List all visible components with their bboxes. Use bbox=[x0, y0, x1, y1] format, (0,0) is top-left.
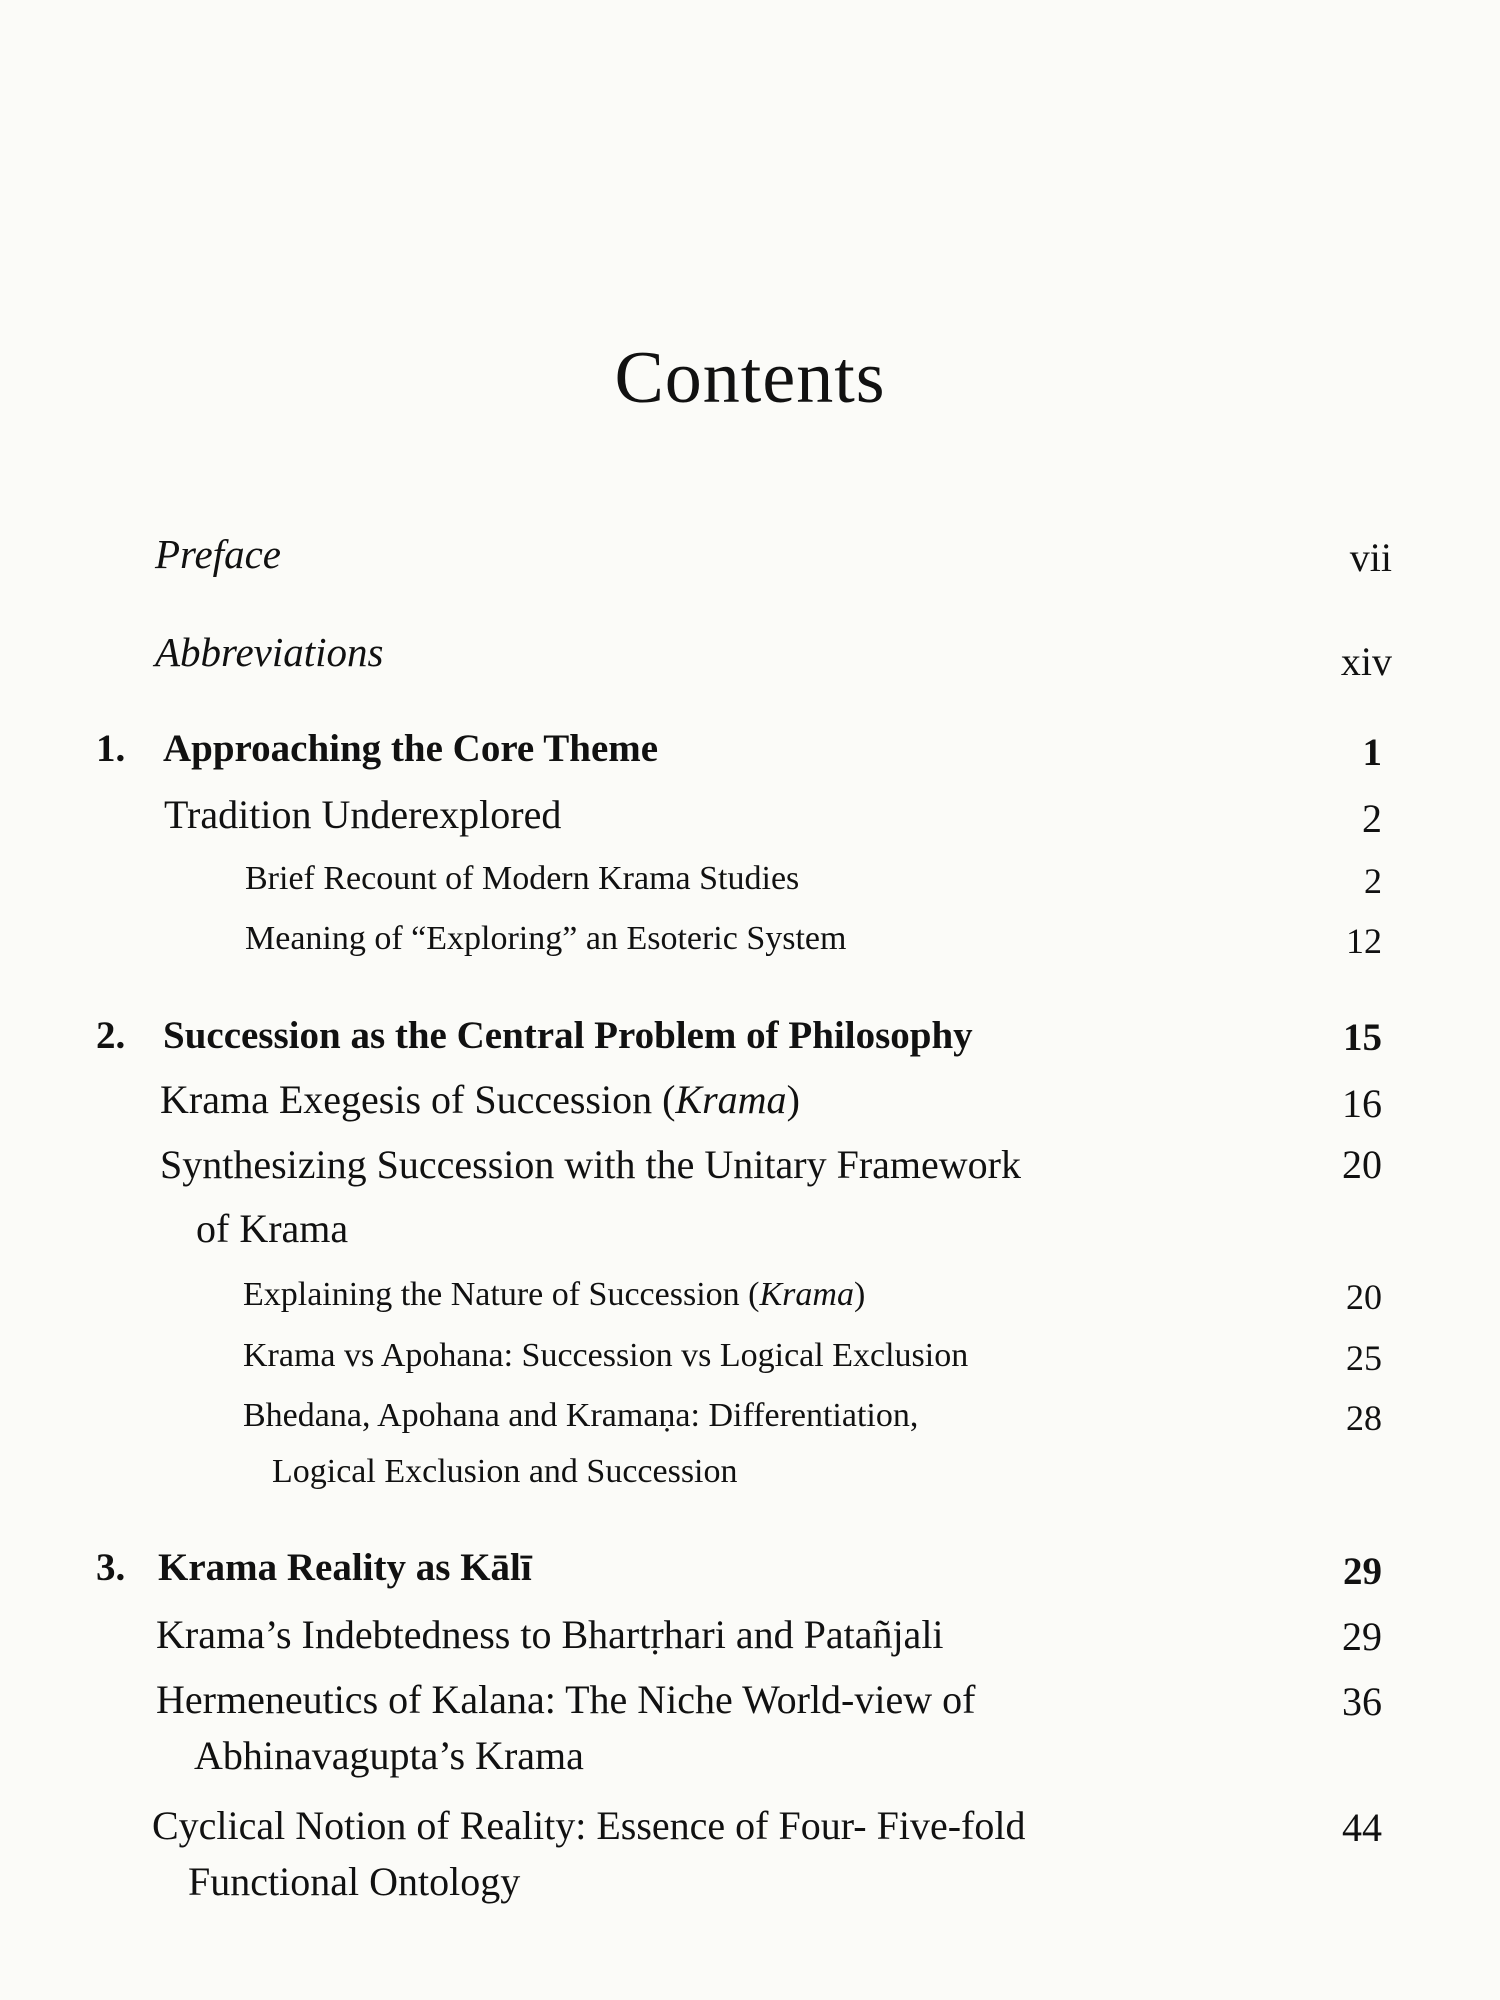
section-title-continued: Abhinavagupta’s Krama bbox=[194, 1733, 584, 1778]
section-title-continued: Functional Ontology bbox=[188, 1859, 521, 1904]
section-title-continued: of Krama bbox=[196, 1206, 349, 1251]
toc-page-number: xiv bbox=[1340, 639, 1392, 684]
toc-page-number: 36 bbox=[1342, 1679, 1382, 1724]
toc-page-number: 28 bbox=[1346, 1398, 1382, 1438]
toc-page-number: vii bbox=[1349, 535, 1392, 580]
toc-page-number: 1 bbox=[1362, 731, 1382, 774]
chapter-number: 2. bbox=[96, 1014, 126, 1057]
toc-page-number: 25 bbox=[1346, 1338, 1382, 1378]
toc-label: Abbreviations bbox=[155, 629, 384, 675]
section-title: Cyclical Notion of Reality: Essence of Four- Five-fold bbox=[152, 1803, 1026, 1848]
chapter-number: 3. bbox=[96, 1546, 126, 1589]
subsection-title: Explaining the Nature of Succession (Krama) bbox=[243, 1276, 866, 1313]
chapter-title: Krama Reality as Kālī bbox=[158, 1546, 532, 1589]
toc-page-number: 12 bbox=[1346, 921, 1382, 961]
toc-page-number: 2 bbox=[1364, 861, 1382, 901]
toc-page-number: 15 bbox=[1343, 1016, 1382, 1059]
chapter-title: Succession as the Central Problem of Philosophy bbox=[163, 1014, 973, 1057]
page-title: Contents bbox=[614, 337, 886, 419]
section-title: Krama’s Indebtedness to Bhartṛhari and Patañjali bbox=[156, 1612, 944, 1657]
subsection-title: Brief Recount of Modern Krama Studies bbox=[245, 860, 800, 897]
toc-page-number: 20 bbox=[1346, 1277, 1382, 1317]
subsection-title: Bhedana, Apohana and Kramaṇa: Differentiation, bbox=[243, 1397, 919, 1434]
toc-page-number: 29 bbox=[1343, 1550, 1382, 1593]
subsection-title-continued: Logical Exclusion and Succession bbox=[272, 1453, 738, 1490]
chapter-number: 1. bbox=[96, 727, 126, 770]
subsection-title: Meaning of “Exploring” an Esoteric System bbox=[245, 920, 847, 957]
toc-page-number: 16 bbox=[1342, 1081, 1382, 1126]
section-title: Krama Exegesis of Succession (Krama) bbox=[160, 1077, 800, 1122]
subsection-title: Krama vs Apohana: Succession vs Logical Exclusion bbox=[243, 1337, 969, 1374]
toc-page-number: 2 bbox=[1362, 796, 1382, 841]
section-title: Tradition Underexplored bbox=[164, 792, 562, 837]
toc-page-number: 29 bbox=[1342, 1614, 1382, 1659]
section-title: Hermeneutics of Kalana: The Niche World-view of bbox=[156, 1677, 976, 1722]
chapter-title: Approaching the Core Theme bbox=[163, 727, 659, 770]
toc-label: Preface bbox=[155, 531, 281, 577]
section-title: Synthesizing Succession with the Unitary Framework bbox=[160, 1142, 1021, 1187]
toc-page-number: 44 bbox=[1342, 1805, 1382, 1850]
toc-page-number: 20 bbox=[1342, 1142, 1382, 1187]
